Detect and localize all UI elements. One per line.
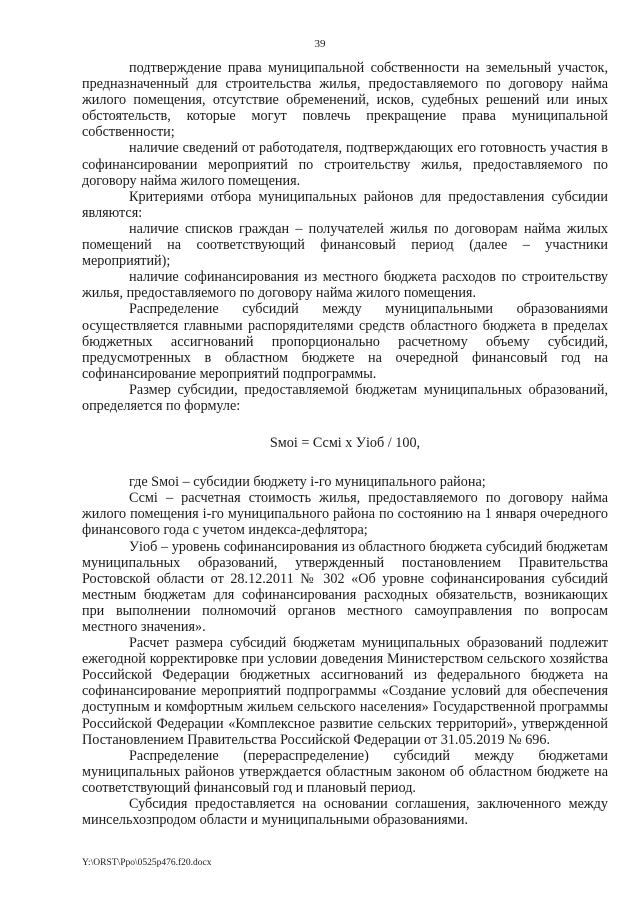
paragraph: Распределение субсидий между муниципальными образованиями осуществляется главными распорядителями средств областного бюджета в пределах бюджетных ассигнований пропорционально расчетному объему субсидий, предусмотренных в областном бюджете на очередной финансовый год на софинансирование мероприятий подпрограммы. — [82, 301, 608, 382]
file-path-footer: Y:\ORST\Ppo\0525p476.f20.docx — [82, 858, 212, 868]
paragraph: Ссмi – расчетная стоимость жилья, предоставляемого по договору найма жилого помещения i-го муниципального района по состоянию на 1 января очередного финансового года с учетом индекса-дефлятора; — [82, 490, 608, 539]
paragraph: наличие списков граждан – получателей жилья по договорам найма жилых помещений на соответствующий финансовый период (далее – участники мероприятий); — [82, 220, 608, 270]
paragraph: наличие софинансирования из местного бюджета расходов по строительству жилья, предоставляемого по договору найма жилого помещения. — [82, 269, 608, 302]
formula: Sмоi = Ссмi х Уiоб / 100, — [269, 435, 421, 452]
page-number: 39 — [314, 38, 326, 50]
document-body — [82, 60, 608, 828]
paragraph: Распределение (перераспределение) субсидий между бюджетами муниципальных районов утверждается областным законом об областном бюджете на соответствующий финансовый год и плановый период. — [82, 747, 608, 796]
paragraph: Расчет размера субсидий бюджетам муниципальных образований подлежит ежегодной корректировке при условии доведения Министерством сельского хозяйства Российской Федерации бюджетных ассигнований из федерального бюджета на софинансирование мероприятий подпрограммы «Создание условий для обеспечения доступным и комфортным жильем сельского населения» Государственной программы Российской Федерации «Комплексное развитие сельских территорий», утвержденной Постановлением Правительства Российской Федерации от 31.05.2019 № 696. — [82, 635, 608, 748]
paragraph: где Sмоi – субсидии бюджету i-го муниципального района; — [129, 474, 486, 491]
paragraph: Уiоб – уровень софинансирования из областного бюджета субсидий бюджетам муниципальных образований, утвержденный постановлением Правительства Ростовской области от 28.12.2011 № 302 «Об уровне софинансирования субсидий местным бюджетам для софинансирования расходных обязательств, возникающих при выполнении полномочий органов местного самоуправления по вопросам местного значения». — [82, 538, 608, 635]
paragraph: Субсидия предоставляется на основании соглашения, заключенного между минсельхозпродом области и муниципальными образованиями. — [82, 796, 608, 829]
paragraph: наличие сведений от работодателя, подтверждающих его готовность участия в софинансировании мероприятий по строительству жилья, предоставляемого по договору найма жилого помещения. — [82, 140, 608, 189]
paragraph: подтверждение права муниципальной собственности на земельный участок, предназначенный для строительства жилья, предоставляемого по договору найма жилого помещения, отсутствие обременений, исков, судебных решений или иных обстоятельств, которые могут повлечь прекращение права муниципальной собственности; — [82, 60, 608, 141]
paragraph: Размер субсидии, предоставляемой бюджетам муниципальных образований, определяется по формуле: — [82, 381, 608, 414]
paragraph: Критериями отбора муниципальных районов для предоставления субсидии являются: — [82, 188, 608, 221]
